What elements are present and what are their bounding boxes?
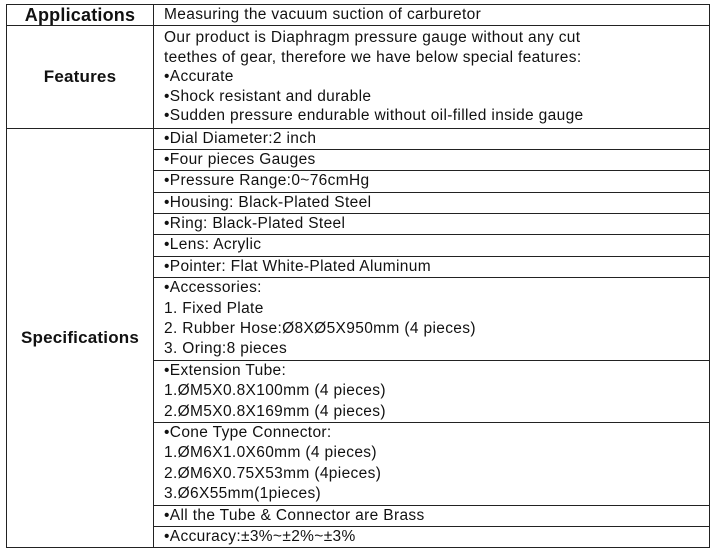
spec-line: 1. Fixed Plate: [164, 299, 264, 317]
spec-line: •Accuracy:±3%~±2%~±3%: [164, 527, 356, 545]
spec-line: •Extension Tube:: [164, 361, 287, 379]
spec-line: 1.ØM5X0.8X100mm (4 pieces): [164, 382, 386, 400]
spec-line: 3.Ø6X55mm(1pieces): [164, 485, 322, 503]
spec-line: •Pointer: Flat White-Plated Aluminum: [164, 257, 431, 275]
spec-line: •All the Tube & Connector are Brass: [164, 506, 425, 524]
features-line: teethes of gear, therefore we have below special features:: [164, 48, 582, 66]
features-line: •Shock resistant and durable: [164, 87, 372, 105]
spec-row: [7, 128, 710, 149]
spec-cell-pointer: [154, 256, 710, 277]
spec-line: •Accessories:: [164, 279, 262, 297]
spec-line: •Pressure Range:0~76cmHg: [164, 172, 370, 190]
spec-cell-extension-tube: [154, 360, 710, 422]
spec-cell-material: [154, 505, 710, 526]
features-line: •Accurate: [164, 68, 234, 85]
spec-cell-pressure-range: [154, 171, 710, 192]
spec-cell-housing: [154, 192, 710, 213]
applications-row: [7, 5, 710, 26]
applications-value: Measuring the vacuum suction of carburetor: [154, 5, 710, 26]
spec-cell-cone-connector: [154, 422, 710, 505]
spec-line: •Ring: Black-Plated Steel: [164, 215, 346, 233]
spec-line: •Housing: Black-Plated Steel: [164, 193, 372, 211]
spec-line: 2.ØM6X0.75X53mm (4pieces): [164, 464, 382, 482]
features-value: [154, 26, 710, 129]
spec-line: •Cone Type Connector:: [164, 423, 332, 441]
spec-cell-dial-diameter: [154, 128, 710, 149]
spec-line: 1.ØM6X1.0X60mm (4 pieces): [164, 444, 377, 462]
spec-line: •Four pieces Gauges: [164, 150, 316, 168]
spec-line: 2. Rubber Hose:Ø8XØ5X950mm (4 pieces): [164, 320, 476, 338]
applications-label: Applications: [7, 5, 154, 26]
spec-cell-ring: [154, 214, 710, 235]
features-row: [7, 26, 710, 129]
spec-cell-accessories: [154, 278, 710, 361]
spec-cell-lens: [154, 235, 710, 256]
spec-line: 2.ØM5X0.8X169mm (4 pieces): [164, 402, 386, 420]
features-label: Features: [7, 26, 154, 129]
spec-line: 3. Oring:8 pieces: [164, 340, 288, 358]
features-line: •Sudden pressure endurable without oil-filled inside gauge: [164, 107, 584, 124]
spec-cell-gauges: [154, 149, 710, 170]
spec-table: [6, 4, 710, 548]
features-line: Our product is Diaphragm pressure gauge without any cut: [164, 29, 581, 46]
spec-line: •Dial Diameter:2 inch: [164, 129, 317, 147]
specifications-label: Specifications: [7, 128, 154, 548]
spec-line: •Lens: Acrylic: [164, 236, 262, 254]
